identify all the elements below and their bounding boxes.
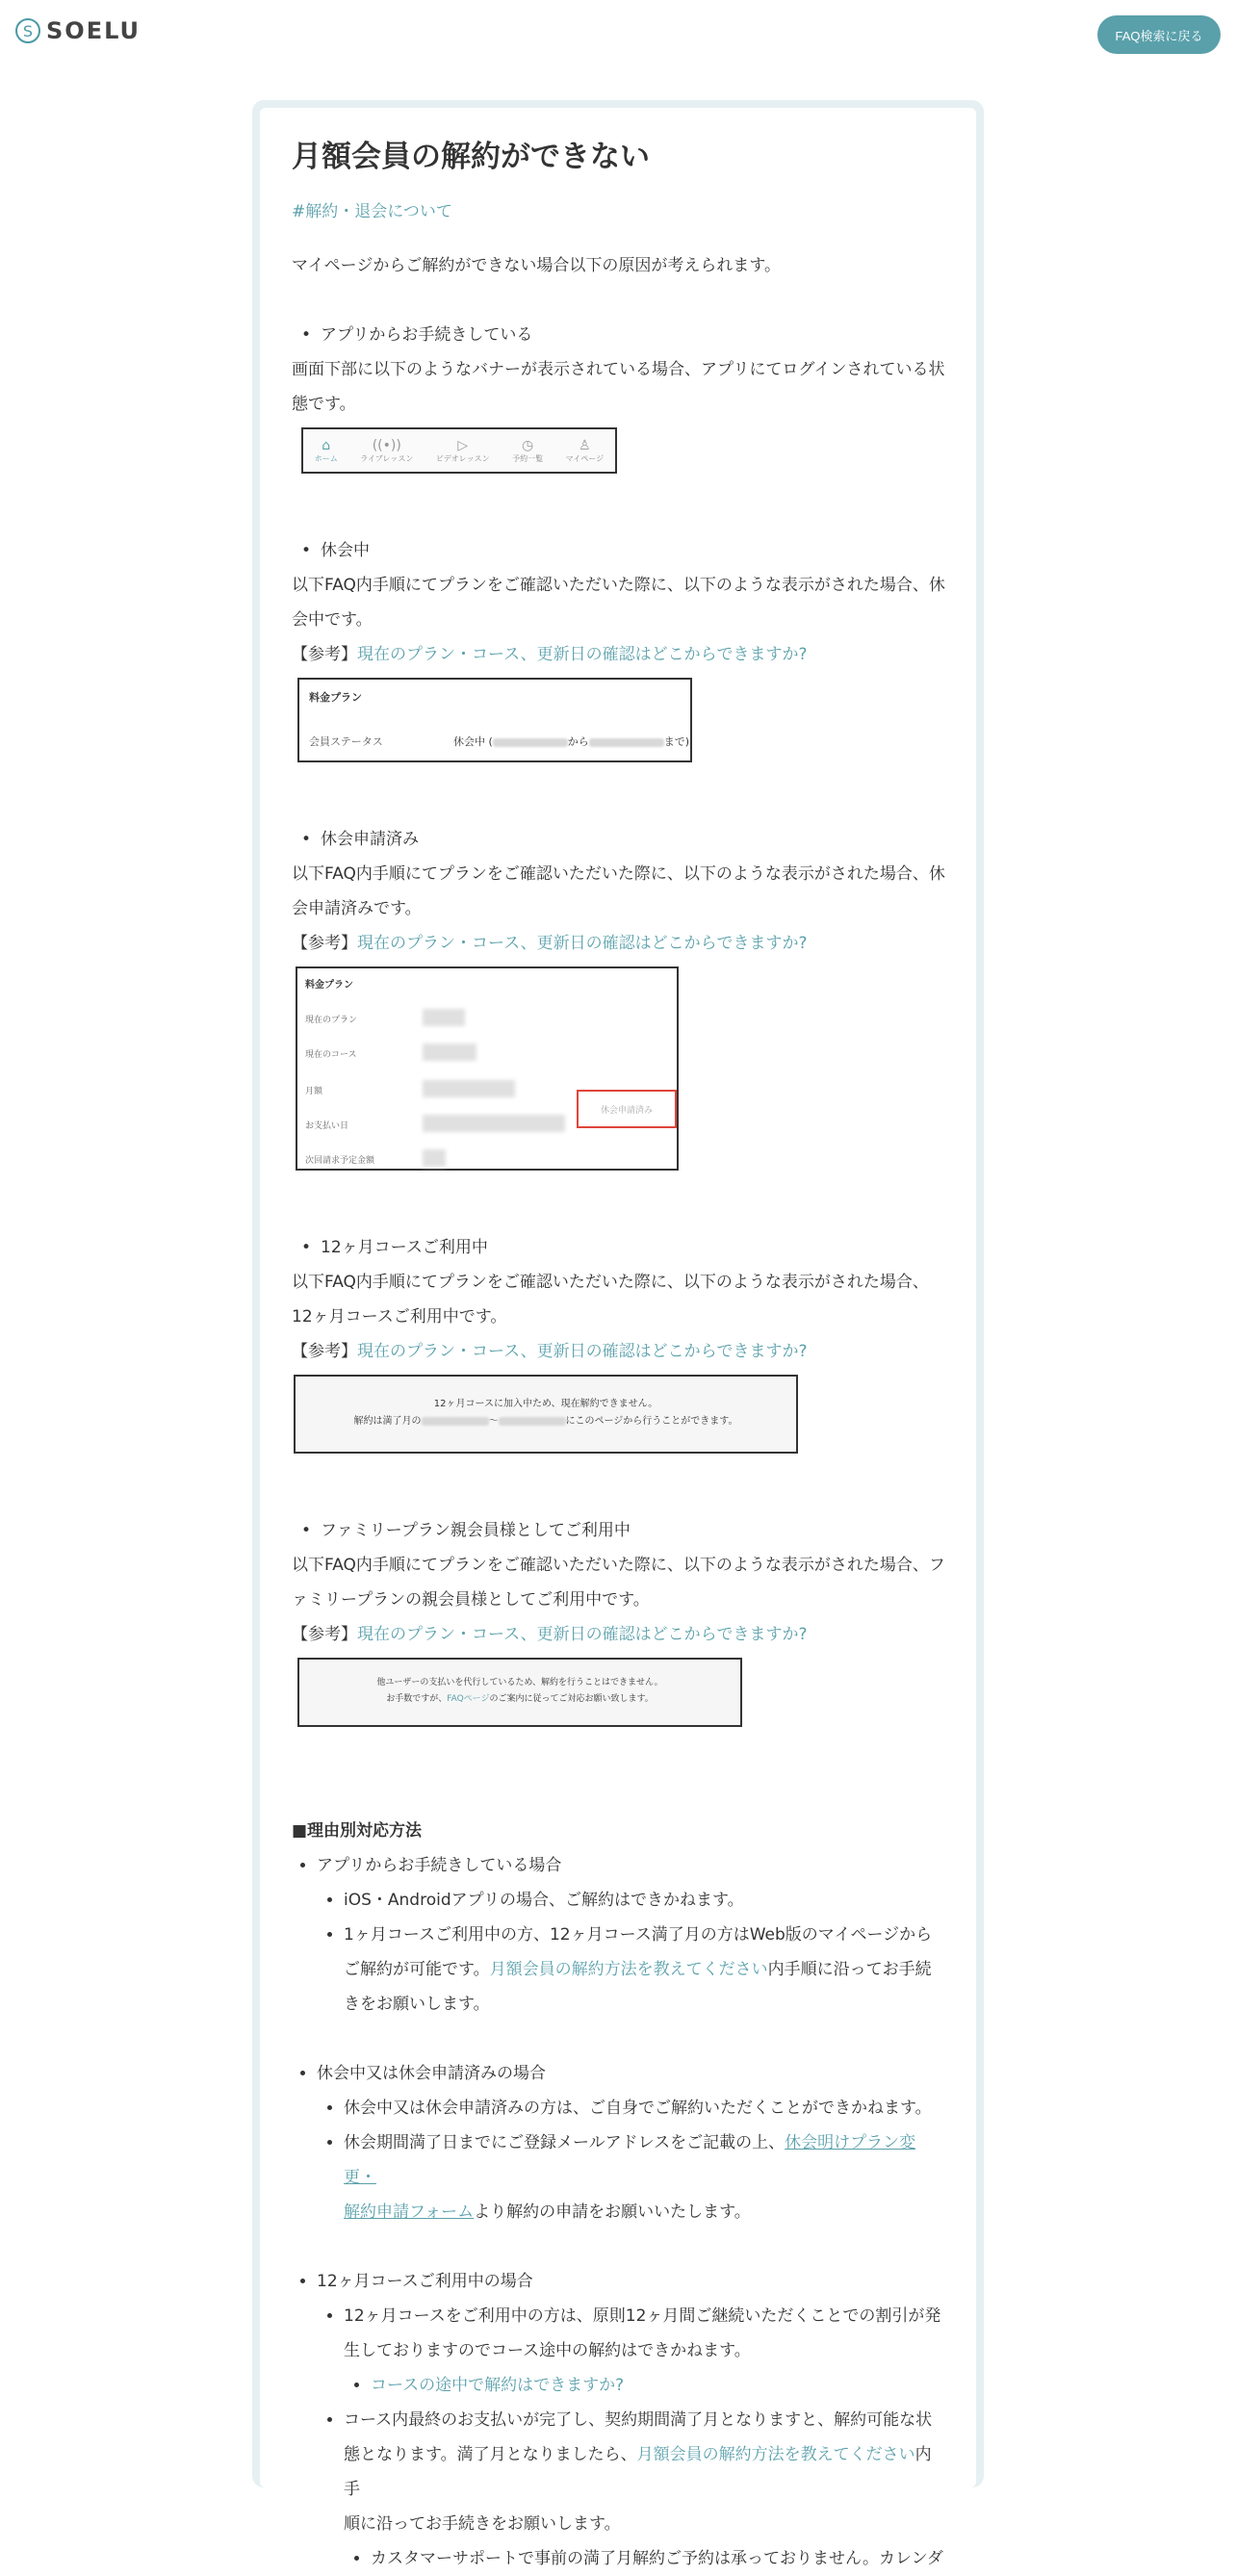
broadcast-icon: ((•)) [372, 437, 401, 453]
12m-notice-screenshot: 12ヶ月コースに加入中ため、現在解約できません。 解約は満了月の 〜 にこのページから行うことができます。 [294, 1375, 798, 1454]
case-pause-applied-ref: 【参考】現在のプラン・コース、更新日の確認はどこからできますか? [292, 934, 808, 954]
blurred-date [493, 738, 568, 747]
solutions-heading: ■理由別対応方法 [292, 1821, 423, 1842]
family-notice-screenshot: 他ユーザーの支払いを代行しているため、解約を行うことはできません。 お手数ですが、FAQページのご案内に従ってご対応お願い致します。 [297, 1658, 742, 1727]
soelu-logo[interactable] [15, 17, 141, 44]
case-family-text-2: ァミリープランの親会員様としてご利用中です。 [292, 1590, 650, 1610]
case-12m-ref: 【参考】現在のプラン・コース、更新日の確認はどこからできますか? [292, 1342, 808, 1362]
case-pause-heading: • 休会中 [292, 533, 946, 568]
case-family-heading: • ファミリープラン親会員様としてご利用中 [292, 1513, 946, 1548]
category-tag-link[interactable]: #解約・退会について [292, 202, 452, 222]
home-icon: ⌂ [322, 437, 331, 453]
case-pause-text-1: 以下FAQ内手順にてプランをご確認いただいた際に、以下のような表示がされた場合、休 [292, 576, 945, 596]
case-12m-heading: • 12ヶ月コースご利用中 [292, 1230, 946, 1265]
case-pause-ref: 【参考】現在のプラン・コース、更新日の確認はどこからできますか? [292, 645, 808, 665]
nav-live: ((•)) ライブレッスン [360, 437, 414, 463]
article-title: 月額会員の解約ができない [292, 140, 650, 174]
pause-status-screenshot: 料金プラン 会員ステータス 休会中 ( から まで) [297, 678, 692, 762]
mid-course-cancel-link[interactable]: コースの途中で解約はできますか? [371, 2376, 625, 2396]
cancel-method-link[interactable]: 月額会員の解約方法を教えてください [636, 2445, 915, 2465]
plan-check-faq-link[interactable]: 現在のプラン・コース、更新日の確認はどこからできますか? [357, 1342, 808, 1362]
pause-end-form-link-2[interactable]: 解約申請フォーム [344, 2202, 475, 2223]
app-navbar-screenshot [301, 427, 617, 474]
plan-check-faq-link[interactable]: 現在のプラン・コース、更新日の確認はどこからできますか? [357, 1625, 808, 1645]
case-pause-applied-text-1: 以下FAQ内手順にてプランをご確認いただいた際に、以下のような表示がされた場合、休 [292, 864, 945, 885]
pause-applied-badge: 休会申請済み [577, 1090, 677, 1128]
logo-text: SOELU [46, 17, 142, 44]
user-icon: ♙ [579, 437, 591, 453]
logo-mark-icon: S [15, 18, 40, 43]
solutions-list [292, 1848, 946, 2022]
solution-pause: • 休会中又は休会申請済みの場合 • 休会中又は休会申請済みの方は、ご自身でご解約いただくことができかねます。 • 休会期間満了日までにご登録メールアドレスをご記載の上、休会明けプラン変更・ 解約申請フォームより解約の申請をお願いいたします。 [317, 2056, 946, 2229]
solution-12m: • 12ヶ月コースご利用中の場合 • 12ヶ月コースをご利用中の方は、原則12ヶ月間ご継続いただくことでの割引が発 生しておりますのでコース途中の解約はできかねます。 • コースの途中で解約はできますか? • コース内最終のお支払いが完了し、契約期間満了月となりますと、解約可能な状 態となります。満了月となりましたら、月額会員の解約方法を教えてください内手 順に沿ってお手続きをお願いします。 • カスタマーサポートで事前の満了月解約ご予約は承っておりません。カレンダ [317, 2264, 946, 2576]
case-app-text-1: 画面下部に以下のようなバナーが表示されている場合、アプリにてログインされている状 [292, 360, 945, 380]
case-family-ref: 【参考】現在のプラン・コース、更新日の確認はどこからできますか? [292, 1625, 808, 1645]
case-pause-text-2: 会中です。 [292, 610, 373, 631]
play-icon: ▷ [457, 437, 469, 453]
blurred-date [589, 738, 664, 747]
article-card-frame [252, 100, 984, 2569]
solution-app: • アプリからお手続きしている場合 • iOS・Androidアプリの場合、ご解約はできかねます。 • 1ヶ月コースご利用中の方、12ヶ月コース満了月の方はWeb版のマイページから ご解約が可能です。月額会員の解約方法を教えてください内手順に沿ってお手続 きをお願いします。 [317, 1848, 946, 2022]
case-app-text-2: 態です。 [292, 395, 356, 415]
pause-end-form-link[interactable]: 休会明けプラン変更・ [344, 2133, 916, 2188]
cancel-method-link[interactable]: 月額会員の解約方法を教えてください [489, 1960, 768, 1980]
nav-mypage: ♙ マイページ [565, 437, 605, 463]
intro-text: マイページからご解約ができない場合以下の原因が考えられます。 [292, 256, 781, 276]
case-app-heading: • アプリからお手続きしている [292, 318, 946, 352]
plan-check-faq-link[interactable]: 現在のプラン・コース、更新日の確認はどこからできますか? [357, 934, 808, 954]
clock-icon: ◷ [521, 437, 534, 453]
nav-reservations: ◷ 予約一覧 [512, 437, 544, 463]
article-content [292, 137, 946, 2576]
article-card [260, 108, 976, 2569]
nav-home: ⌂ ホーム [314, 437, 338, 463]
case-pause-applied-text-2: 会申請済みです。 [292, 899, 422, 919]
nav-video: ▷ ビデオレッスン [435, 437, 490, 463]
plan-check-faq-link[interactable]: 現在のプラン・コース、更新日の確認はどこからできますか? [357, 645, 808, 665]
case-12m-text-2: 12ヶ月コースご利用中です。 [292, 1307, 507, 1327]
back-to-faq-search-button[interactable]: FAQ検索に戻る [1097, 15, 1221, 54]
pause-applied-screenshot: 料金プラン 現在のプラン 現在のコース 月額 お支払い日 次回請求予定金額 休会申請済み [296, 966, 679, 1171]
case-12m-text-1: 以下FAQ内手順にてプランをご確認いただいた際に、以下のような表示がされた場合、 [292, 1273, 929, 1293]
case-family-text-1: 以下FAQ内手順にてプランをご確認いただいた際に、以下のような表示がされた場合、フ [292, 1556, 945, 1576]
case-pause-applied-heading: • 休会申請済み [292, 822, 946, 857]
site-header [0, 0, 1236, 69]
